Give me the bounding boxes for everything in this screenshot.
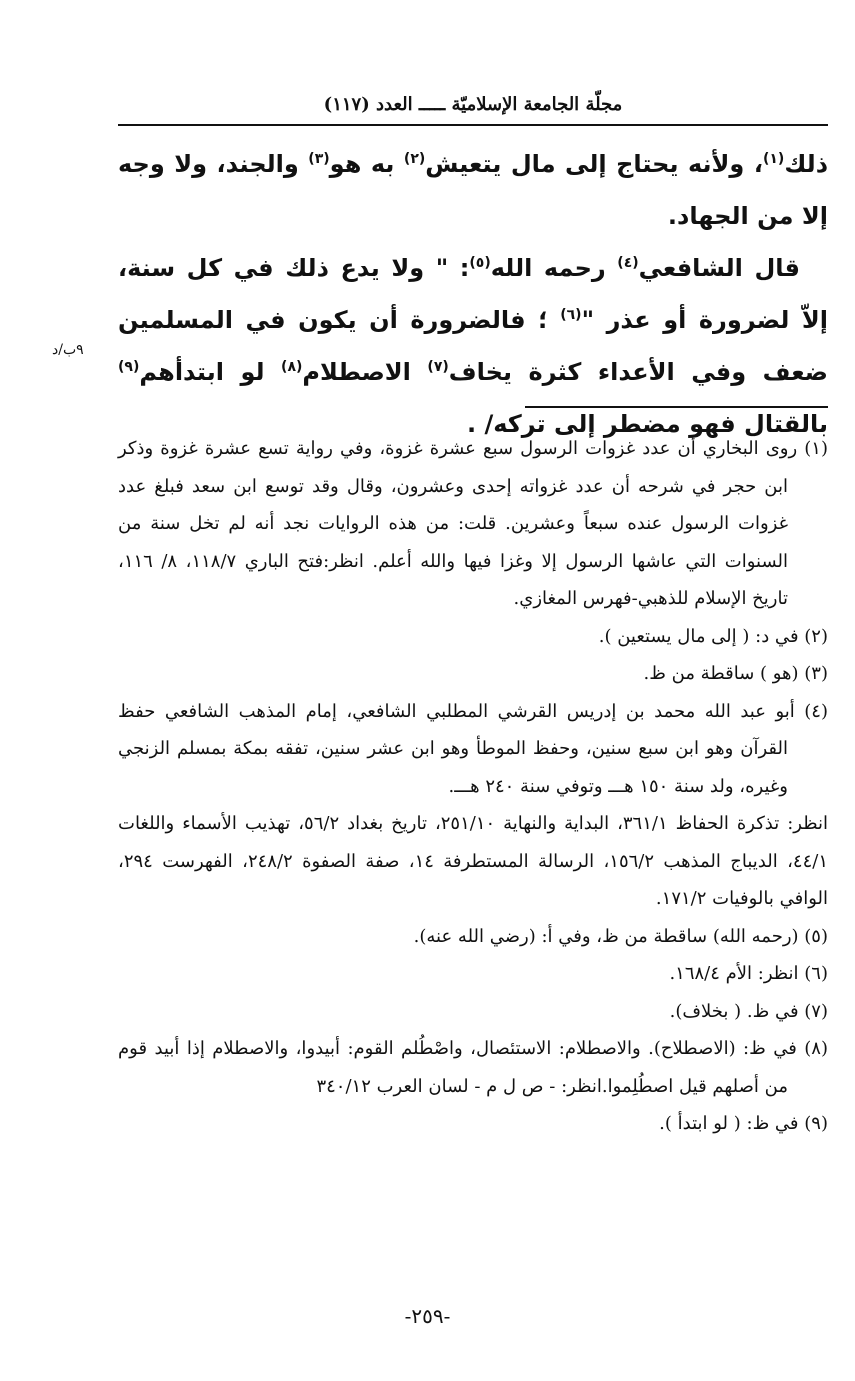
footnote-ref-7: (٧) bbox=[427, 359, 449, 375]
footnote-ref-9: (٩) bbox=[118, 359, 140, 375]
footnote-ref-6: (٦) bbox=[560, 307, 582, 323]
margin-note: ٩ب/د bbox=[52, 342, 84, 358]
footnote-ref-2: (٢) bbox=[403, 151, 426, 167]
footnote-2: (٢) في د: ( إلى مال يستعين ). bbox=[598, 625, 828, 647]
footnote-ref-1: (١) bbox=[762, 151, 785, 167]
footnote-ref-5: (٥) bbox=[469, 255, 491, 271]
journal-header: مجلّة الجامعة الإسلاميّة ـــــ العدد (١١٧) bbox=[323, 94, 623, 115]
header-rule bbox=[118, 124, 828, 126]
main-paragraph-2: قال الشافعي$^{(٤)}$ رحمه الله$^{(٥)}$: " ولا يدع ذلك في كل سنة، إلاّ لضرورة أو عذر "$^{(٦)}$ ؛ فالضرورة أن يكون في المسلمين ضعف وفي الأعداء كثرة يخاف$^{(٧)}$ الاصطلام$^{(٨)}$ لو ابتدأهم$^{(٩)}$ بالقتال فهو مضطر إلى تركه/ . bbox=[118, 254, 829, 438]
footnote-7: (٧) في ظ. ( بخلاف). bbox=[669, 1000, 828, 1022]
footnote-4-sources: انظر: تذكرة الحفاظ ٣٦١/١، البداية والنهاية ٢٥١/١٠، تاريخ بغداد ٥٦/٢، تهذيب الأسماء واللغات ٤٤/١، الديباج المذهب ١٥٦/٢، الرسالة المستطرفة ١٤، صفة الصفوة ٢٤٨/٢، الفهرست ٢٩٤، الوافي بالوفيات ١٧١/٢. bbox=[118, 813, 828, 909]
footnote-ref-8: (٨) bbox=[281, 359, 303, 375]
footnote-separator bbox=[525, 406, 828, 408]
main-paragraph-1: ذلك$^{(١)}$، ولأنه يحتاج إلى مال يتعيش$^{(٢)}$ به هو$^{(٣)}$ والجند، ولا وجه إلا من الجهاد. bbox=[118, 150, 829, 230]
footnote-3: (٣) (هو ) ساقطة من ظ. bbox=[643, 663, 828, 684]
footnotes bbox=[118, 430, 828, 1143]
page-number: -٢٥٩- bbox=[404, 1304, 451, 1328]
footnote-6: (٦) انظر: الأم ١٦٨/٤. bbox=[669, 963, 828, 984]
footnote-ref-3: (٣) bbox=[308, 151, 330, 167]
footnote-5: (٥) (رحمه الله) ساقطة من ظ، وفي أ: (رضي الله عنه). bbox=[413, 925, 828, 947]
main-text bbox=[118, 138, 828, 450]
footnote-ref-4: (٤) bbox=[617, 255, 639, 271]
footnote-1: (١) روى البخاري أن عدد غزوات الرسول سبع عشرة غزوة، وفي رواية تسع عشرة غزوة وذكر ابن حجر في شرحه أن عدد غزواته إحدى وعشرون، وقال وقد توسع ابن سعد فبلغ عدد غزوات الرسول عنده سبعاً وعشرين. قلت: من هذه الروايات نجد أنه لم تخل سنة من السنوات التي عاشها الرسول إلا وغزا فيها والله أعلم. انظر:فتح الباري ١١٨/٧، ٨/ ١١٦، تاريخ الإسلام للذهبي-فهرس المغازي. bbox=[118, 438, 828, 609]
footnote-8: (٨) في ظ: (الاصطلاح). والاصطلام: الاستئصال، واصْطُلم القوم: أبيدوا، والاصطلام إذا أبيد قوم من أصلهم قيل اصطُلِموا.انظر: - ص ل م - لسان العرب ٣٤٠/١٢ bbox=[118, 1038, 828, 1097]
footnote-9: (٩) في ظ: ( لو ابتدأ ). bbox=[659, 1113, 828, 1134]
footnote-4: (٤) أبو عبد الله محمد بن إدريس القرشي المطلبي الشافعي، إمام المذهب الشافعي حفظ القرآن وهو ابن سبع سنين، وحفظ الموطأ وهو ابن عشر سنين، تفقه بمكة بمسلم الزنجي وغيره، ولد سنة ١٥٠ هـــ وتوفي سنة ٢٤٠ هـــ. bbox=[118, 700, 828, 797]
